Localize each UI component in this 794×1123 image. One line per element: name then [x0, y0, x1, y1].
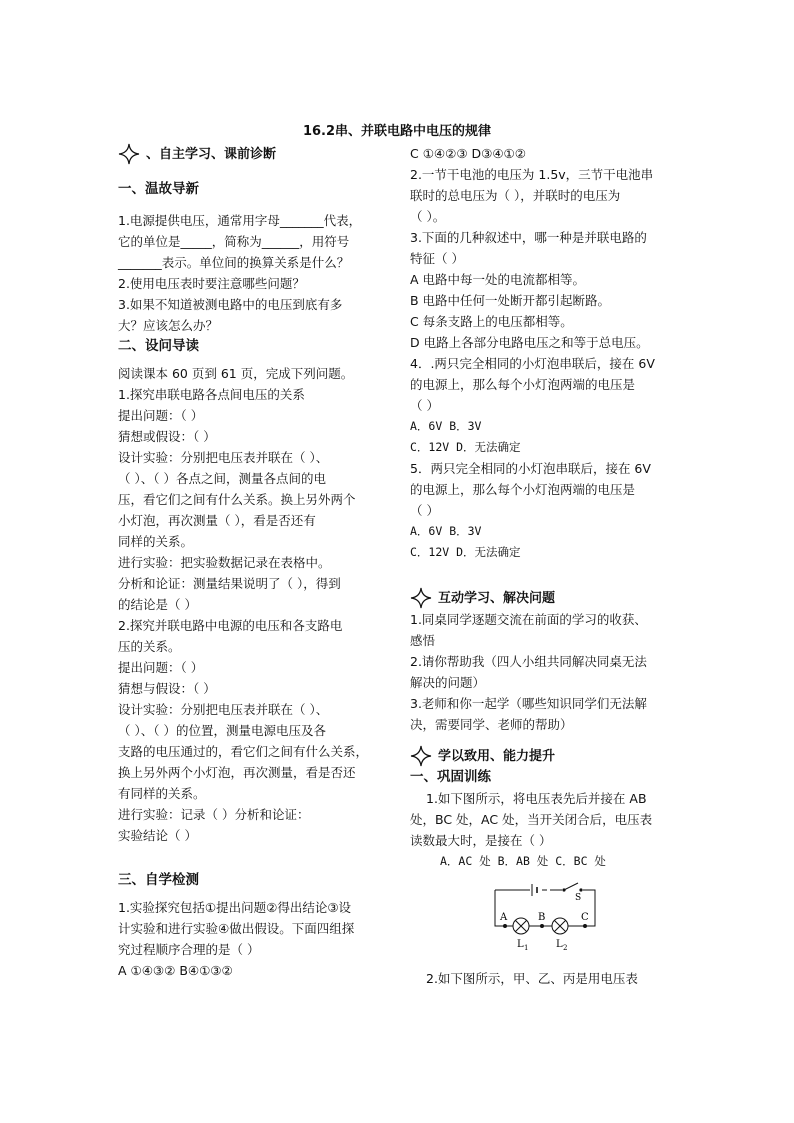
text-line: 1.电源提供电压，通常用字母_______代表， — [118, 213, 362, 228]
option-line: C．12V D．无法确定 — [410, 440, 521, 454]
text-line: 2.一节干电池的电压为 1.5v，三节干电池串 — [410, 167, 654, 182]
text-line: 进行实验：记录（ ）分析和论证： — [118, 807, 310, 822]
text-line: 的电源上，那么每个小灯泡两端的电压是 — [410, 377, 636, 392]
option-line: C．12V D．无法确定 — [410, 545, 521, 559]
text-line: 4．.两只完全相同的小灯泡串联后，接在 6V — [410, 356, 655, 371]
self-check-continued — [410, 143, 688, 563]
text-line: 2.使用电压表时要注意哪些问题？ — [118, 276, 305, 291]
text-line: 2.如下图所示，甲、乙、丙是用电压表 — [426, 971, 638, 986]
node-b-label: B — [538, 912, 546, 923]
text-line: 换上另外两个小灯泡，再次测量，看是否还 — [118, 765, 356, 780]
text-line: 处，BC 处，AC 处，当开关闭合后，电压表 — [410, 812, 653, 827]
node-c — [583, 924, 587, 928]
page-title: 16.2串、并联电路中电压的规律 — [302, 124, 492, 139]
text-line: 猜想与假设：（ ） — [118, 681, 216, 696]
text-line: 计实验和进行实验④做出假设。下面四组探 — [118, 921, 355, 936]
text-line: 1.实验探究包括①提出问题②得出结论③设 — [118, 900, 352, 915]
text-line: 读数最大时，是接在（ ） — [410, 833, 552, 848]
text-line: 压，看它们之间有什么关系。换上另外两个 — [118, 492, 356, 507]
text-line: （ ）、（ ）的位置，测量电源电压及各 — [118, 723, 326, 738]
lamp-l2-subscript: 2 — [563, 944, 568, 952]
text-line: （ ）。 — [410, 209, 446, 224]
node-c-label: C — [581, 912, 589, 923]
text-line: 决，需要同学、老师的帮助） — [410, 717, 573, 732]
practice-question-1-body — [410, 809, 688, 851]
text-line: 解决的问题） — [410, 675, 486, 690]
left-column — [118, 143, 386, 981]
text-line: 5．两只完全相同的小灯泡串联后，接在 6V — [410, 461, 651, 476]
node-b — [540, 924, 544, 928]
self-check-questions — [118, 897, 386, 981]
text-line: 3.老师和你一起学（哪些知识同学们无法解 — [410, 696, 647, 711]
text-line: 2.探究并联电路中电源的电压和各支路电 — [118, 618, 343, 633]
text-line: 3.如果不知道被测电路中的电压到底有多 — [118, 297, 343, 312]
application-heading: 学以致用、能力提升 — [410, 745, 688, 767]
sparkle-star-icon — [410, 587, 432, 609]
node-a — [503, 924, 507, 928]
option-line: A．6V B．3V — [410, 524, 482, 538]
text-line: 猜想或假设：（ ） — [118, 429, 216, 444]
text-line: 1.同桌同学逐题交流在前面的学习的收获、 — [410, 612, 647, 627]
option-line: A．AC 处 B．AB 处 C．BC 处 — [440, 854, 606, 868]
text-line: A ①④③② B④①③② — [118, 963, 233, 978]
text-line: 的电源上，那么每个小灯泡两端的电压是 — [410, 482, 636, 497]
text-line: 提出问题：（ ） — [118, 660, 204, 675]
text-line: 的结论是（ ） — [118, 597, 197, 612]
text-line: 它的单位是_____，简称为______，用符号 — [118, 234, 350, 249]
section-heading-review: 一、温故导新 — [118, 181, 199, 197]
text-line: 同样的关系。 — [118, 534, 194, 549]
guided-questions — [118, 363, 386, 846]
lamp-l1-label: L — [517, 939, 524, 950]
text-line: 阅读课本 60 页到 61 页，完成下列问题。 — [118, 366, 354, 381]
text-line: 设计实验：分别把电压表并联在（ ）、 — [118, 450, 329, 465]
text-line: A 电路中每一处的电流都相等。 — [410, 272, 586, 287]
text-line: C 每条支路上的电压都相等。 — [410, 314, 573, 329]
interactive-heading: 互动学习、解决问题 — [410, 587, 688, 609]
text-line: 2.请你帮助我（四人小组共同解决同桌无法 — [410, 654, 647, 669]
lamp-l2-label: L — [556, 939, 563, 950]
text-line: 提出问题：（ ） — [118, 408, 204, 423]
text-line: 1.探究串联电路各点间电压的关系 — [118, 387, 305, 402]
text-line: 小灯泡，再次测量（ ），看是否还有 — [118, 513, 316, 528]
section-heading-self-check: 三、自学检测 — [118, 872, 199, 888]
text-line: D 电路上各部分电路电压之和等于总电压。 — [410, 335, 649, 350]
right-column — [410, 143, 688, 989]
text-line: C ①④②③ D③④①② — [410, 146, 526, 161]
interactive-items — [410, 609, 688, 735]
text-line: （ ） — [410, 398, 439, 413]
text-line: 特征（ ） — [410, 251, 464, 266]
option-line: A．6V B．3V — [410, 419, 482, 433]
switch-lever — [564, 883, 578, 890]
self-study-heading: 、自主学习、课前诊断 — [118, 143, 386, 165]
text-line: （ ）、（ ）各点之间，测量各点间的电 — [118, 471, 326, 486]
review-questions — [118, 210, 386, 336]
text-line: 有同样的关系。 — [118, 786, 206, 801]
switch-label: S — [575, 893, 582, 903]
text-line: （ ） — [410, 503, 439, 518]
text-line: 进行实验：把实验数据记录在表格中。 — [118, 555, 331, 570]
sparkle-star-icon — [118, 143, 140, 165]
sparkle-star-icon — [410, 745, 432, 767]
lamp-l1-subscript: 1 — [524, 944, 529, 952]
section-heading-guided: 二、设问导读 — [118, 338, 199, 354]
text-line: 感悟 — [410, 633, 436, 648]
text-line: 分析和论证：测量结果说明了（ ），得到 — [118, 576, 341, 591]
text-line: B 电路中任何一处断开都引起断路。 — [410, 293, 611, 308]
circuit-diagram — [490, 878, 600, 956]
text-line: 联时的总电压为（ ），并联时的电压为 — [410, 188, 621, 203]
text-line: 大？应该怎么办？ — [118, 318, 219, 333]
text-line: 1.如下图所示，将电压表先后并接在 AB — [426, 791, 647, 806]
text-line: 实验结论（ ） — [118, 828, 197, 843]
text-line: 究过程顺序合理的是（ ） — [118, 942, 260, 957]
node-a-label: A — [500, 912, 508, 923]
switch-contact — [579, 888, 582, 891]
text-line: 支路的电压通过的，看它们之间有什么关系， — [118, 744, 369, 759]
text-line: 压的关系。 — [118, 639, 181, 654]
practice-question-1 — [410, 788, 688, 809]
section-heading-practice: 一、巩固训练 — [410, 769, 491, 785]
text-line: 设计实验：分别把电压表并联在（ ）、 — [118, 702, 329, 717]
text-line: _______表示。单位间的换算关系是什么？ — [118, 255, 350, 270]
text-line: 3.下面的几种叙述中，哪一种是并联电路的 — [410, 230, 647, 245]
